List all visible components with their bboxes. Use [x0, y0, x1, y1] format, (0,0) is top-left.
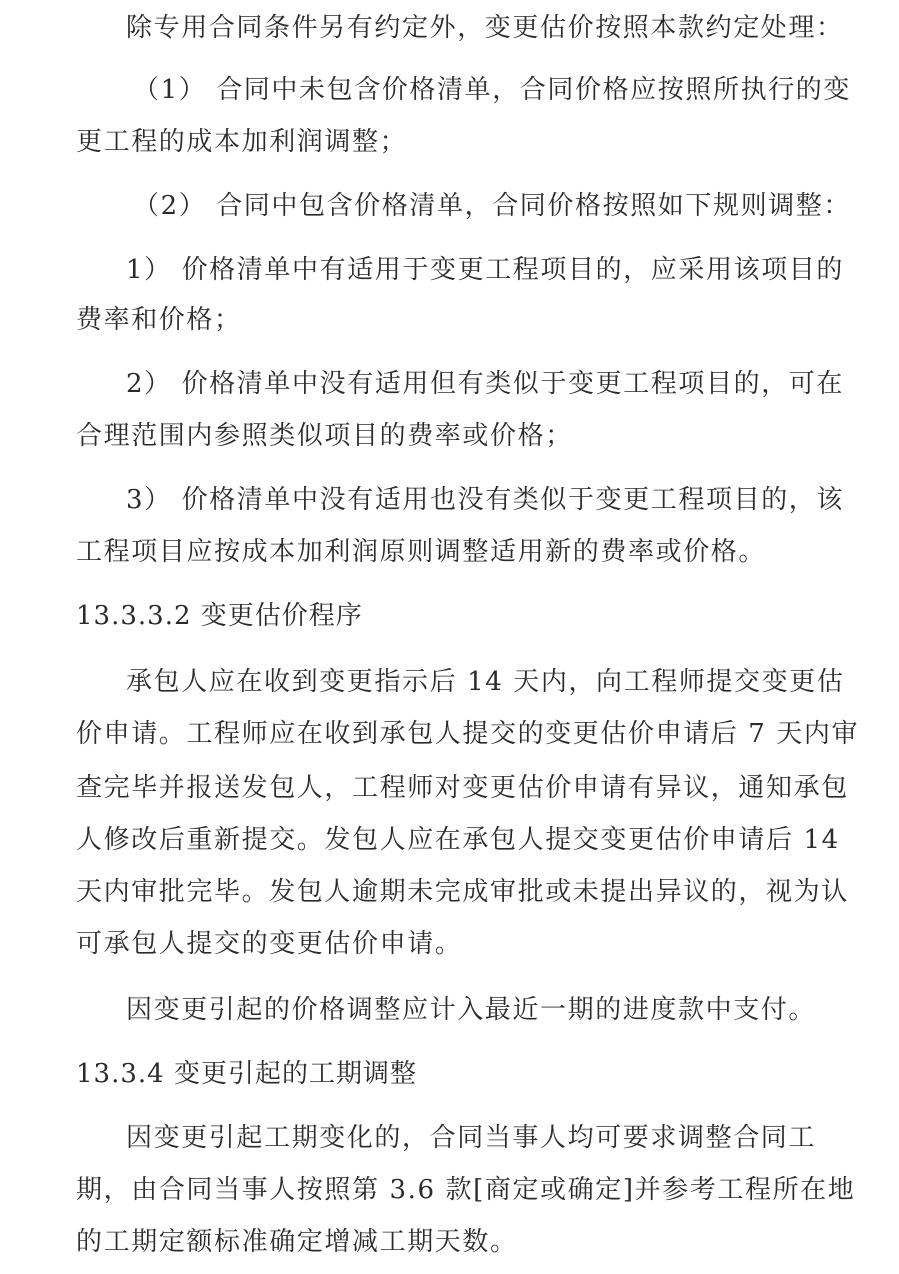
rule-2-line-2: 合理范围内参照类似项目的费率或价格； [76, 421, 573, 451]
schedule-adjustment-line-1: 因变更引起工期变化的，合同当事人均可要求调整合同工 [126, 1123, 817, 1153]
procedure-line-3: 查完毕并报送发包人，工程师对变更估价申请有异议，通知承包 [76, 773, 849, 803]
procedure-line-4: 人修改后重新提交。发包人应在承包人提交变更估价申请后 14 [76, 825, 840, 855]
price-adjustment-line: 因变更引起的价格调整应计入最近一期的进度款中支付。 [126, 995, 817, 1025]
procedure-line-5: 天内审批完毕。发包人逾期未完成审批或未提出异议的，视为认 [76, 877, 849, 907]
rule-3-line-2: 工程项目应按成本加利润原则调整适用新的费率或价格。 [76, 537, 767, 567]
section-heading-13-3-4: 13.3.4 变更引起的工期调整 [76, 1059, 417, 1089]
rule-2-line-1: 2） 价格清单中没有适用但有类似于变更工程项目的，可在 [126, 369, 845, 399]
clause-2-line-1: （2） 合同中包含价格清单，合同价格按照如下规则调整： [133, 191, 852, 221]
procedure-line-1: 承包人应在收到变更指示后 14 天内，向工程师提交变更估 [126, 667, 845, 697]
rule-1-line-1: 1） 价格清单中有适用于变更工程项目的，应采用该项目的 [126, 255, 845, 285]
rule-3-line-1: 3） 价格清单中没有适用也没有类似于变更工程项目的，该 [126, 485, 845, 515]
schedule-adjustment-line-2: 期，由合同当事人按照第 3.6 款[商定或确定]并参考工程所在地 [76, 1175, 856, 1205]
section-heading-13-3-3-2: 13.3.3.2 变更估价程序 [76, 601, 363, 631]
procedure-line-2: 价申请。工程师应在收到承包人提交的变更估价申请后 7 天内审 [76, 719, 860, 749]
procedure-line-6: 可承包人提交的变更估价申请。 [76, 929, 463, 959]
paragraph-intro-line: 除专用合同条件另有约定外，变更估价按照本款约定处理： [126, 13, 844, 43]
rule-1-line-2: 费率和价格； [76, 305, 242, 335]
clause-1-line-1: （1） 合同中未包含价格清单，合同价格应按照所执行的变 [133, 75, 852, 105]
clause-1-line-2: 更工程的成本加利润调整； [76, 127, 408, 157]
schedule-adjustment-line-3: 的工期定额标准确定增减工期天数。 [76, 1227, 518, 1257]
